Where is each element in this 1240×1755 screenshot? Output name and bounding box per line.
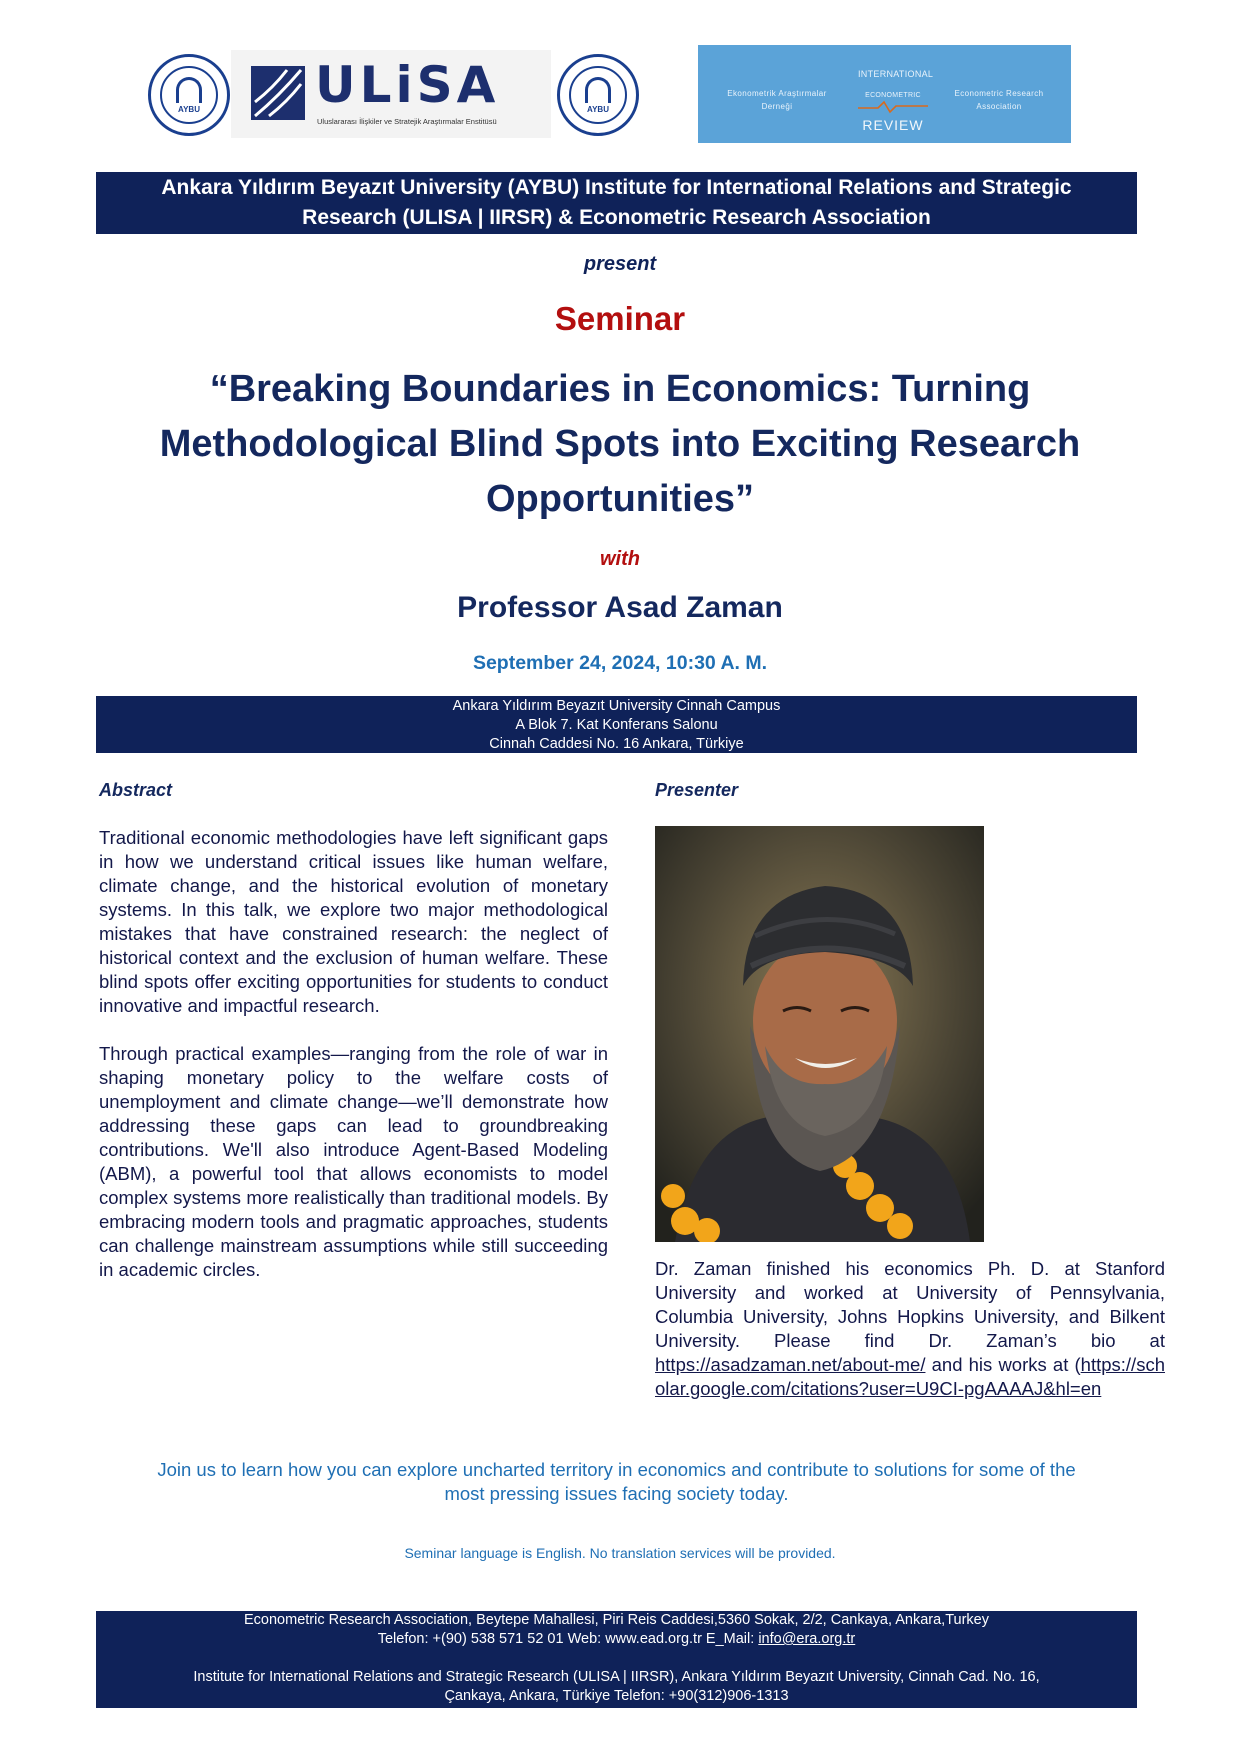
presenter-bio	[655, 1257, 1165, 1401]
aybu-seal-left-logo	[148, 54, 230, 136]
organizers-banner	[96, 172, 1137, 234]
abstract-body	[99, 826, 608, 1282]
era-review-label: REVIEW	[862, 117, 924, 133]
title-line-1: “Breaking Boundaries in Economics: Turning	[209, 368, 1031, 410]
organizers-line-2: Research (ULISA | IIRSR) & Econometric Research Association	[302, 206, 931, 229]
call-to-action-line-2: most pressing issues facing society today.	[444, 1483, 789, 1504]
ulisa-footer-line-1: Institute for International Relations and Strategic Research (ULISA | IIRSR), Ankara Yıldırım Beyazıt University, Cinnah Cad. No. 16,	[193, 1669, 1040, 1685]
ulisa-logo	[231, 50, 551, 138]
organizers-line-1: Ankara Yıldırım Beyazıt University (AYBU) Institute for International Relations and Strategic	[161, 176, 1072, 199]
era-email-link[interactable]: info@era.org.tr	[758, 1631, 856, 1647]
footer-spacer-band	[96, 1649, 1137, 1668]
presenter-portrait-image	[655, 826, 984, 1242]
era-footer-contact	[96, 1630, 1137, 1649]
aybu-seal-text: AYBU	[587, 104, 609, 114]
era-footer	[96, 1611, 1137, 1649]
abstract-paragraph-1: Traditional economic methodologies have left significant gaps in how we understand critical issues like human welfare, climate change, and the historical evolution of monetary systems. In this talk, we explore two major methodological mistakes that have constrained research: the neglect of historical context and the exclusion of human welfare. These blind spots offer exciting opportunities for students to conduct innovative and impactful research.	[99, 827, 608, 1016]
venue-line-1: Ankara Yıldırım Beyazıt University Cinnah Campus	[452, 698, 781, 714]
present-label: present	[583, 253, 657, 275]
call-to-action-line-1: Join us to learn how you can explore uncharted territory in economics and contribute to solutions for some of the	[157, 1459, 1076, 1480]
with-label: with	[600, 548, 640, 570]
scholar-link[interactable]: https://scholar.google.com/citations?user=U9CI-pgAAAAJ&hl=en	[655, 1354, 1165, 1399]
era-left-label: Ekonometrik Araştırmalar Derneği	[727, 89, 827, 111]
era-footer-contact-text: Telefon: +(90) 538 571 52 01 Web: www.ead.org.tr E_Mail:	[377, 1631, 755, 1647]
era-wave-icon	[858, 100, 928, 114]
era-econometric-label: ECONOMETRIC	[865, 92, 921, 99]
speaker-name: Professor Asad Zaman	[457, 591, 783, 624]
ulisa-emblem-icon	[251, 66, 305, 120]
venue-line-2: A Blok 7. Kat Konferans Salonu	[515, 717, 718, 733]
seminar-title	[0, 362, 1240, 527]
bio-link[interactable]: https://asadzaman.net/about-me/	[655, 1354, 926, 1375]
venue-line-3: Cinnah Caddesi No. 16 Ankara, Türkiye	[489, 736, 744, 752]
ulisa-footer	[96, 1668, 1137, 1708]
aybu-seal-text: AYBU	[178, 104, 200, 114]
works-text: and his works at	[931, 1354, 1069, 1375]
title-line-3: Opportunities”	[485, 478, 755, 520]
presenter-photo	[655, 826, 984, 1242]
title-line-2: Methodological Blind Spots into Exciting Research	[159, 423, 1081, 465]
bio-text: Dr. Zaman finished his economics Ph. D. at Stanford University and worked at University of Pennsylvania, Columbia University, Johns Hopkins University, and Bilkent University. Please find Dr. Zaman’s bio at	[655, 1258, 1165, 1351]
seminar-heading: Seminar	[554, 300, 686, 337]
ulisa-subtitle: Uluslararası İlişkiler ve Stratejik Araştırmalar Enstitüsü	[317, 117, 497, 126]
era-footer-address: Econometric Research Association, Beytepe Mahallesi, Piri Reis Caddesi,5360 Sokak, 2/2, Cankaya, Ankara,Turkey	[244, 1612, 989, 1628]
era-international-label: INTERNATIONAL	[858, 69, 934, 79]
venue-banner	[96, 696, 1137, 753]
era-right-label: Econometric Research Association	[954, 89, 1044, 111]
ulisa-wordmark: ULiSA	[315, 56, 500, 114]
abstract-heading: Abstract	[99, 780, 173, 800]
event-datetime: September 24, 2024, 10:30 A. M.	[472, 652, 768, 674]
abstract-paragraph-2: Through practical examples—ranging from the role of war in shaping monetary policy to the welfare costs of unemployment and climate change—we’ll demonstrate how addressing these gaps can lead to groundbreaking contributions. We'll also introduce Agent-Based Modeling (ABM), a powerful tool that allows economists to model complex systems more realistically than traditional models. By embracing modern tools and pragmatic approaches, students can challenge mainstream assumptions while still succeeding in academic circles.	[99, 1043, 608, 1280]
presenter-heading: Presenter	[655, 780, 739, 800]
works-prefix: (	[1074, 1354, 1081, 1375]
era-review-logo	[698, 45, 1071, 143]
call-to-action	[96, 1458, 1137, 1506]
aybu-seal-right-logo	[557, 54, 639, 136]
language-note: Seminar language is English. No translation services will be provided.	[404, 1545, 836, 1561]
ulisa-footer-line-2: Çankaya, Ankara, Türkiye Telefon: +90(312)906-1313	[444, 1688, 789, 1704]
